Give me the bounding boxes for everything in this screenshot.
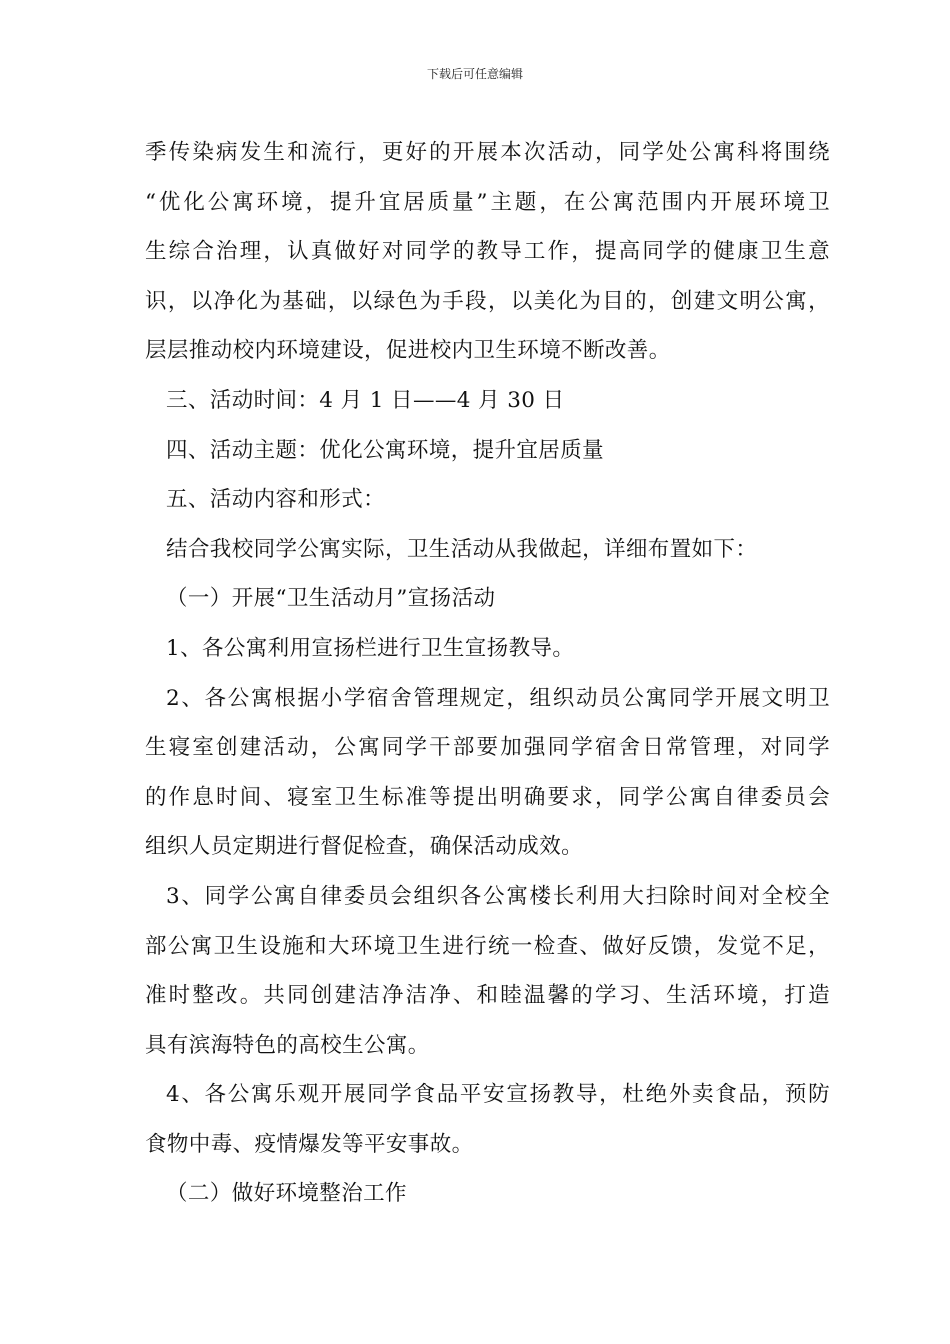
paragraph-line: “优化公寓环境，提升宜居质量”主题，在公寓范围内开展环境卫 [145, 189, 830, 215]
paragraph-line: 具有滨海特色的高校生公寓。 [145, 1032, 430, 1058]
subsection-heading: （二）做好环境整治工作 [166, 1181, 407, 1207]
paragraph-line: 结合我校同学公寓实际，卫生活动从我做起，详细布置如下： [166, 536, 758, 562]
paragraph-line: 识，以净化为基础，以绿色为手段，以美化为目的，创建文明公寓， [145, 288, 830, 314]
document-body [145, 128, 830, 1219]
paragraph-line: 生综合治理，认真做好对同学的教导工作，提高同学的健康卫生意 [145, 239, 830, 265]
page-header: 下载后可任意编辑 [426, 67, 523, 81]
list-item: 2、各公寓根据小学宿舍管理规定，组织动员公寓同学开展文明卫 [166, 685, 830, 711]
paragraph-line: 的作息时间、寝室卫生标准等提出明确要求，同学公寓自律委员会 [145, 784, 830, 810]
paragraph-line: 层层推动校内环境建设，促进校内卫生环境不断改善。 [145, 338, 671, 364]
paragraph-line: 准时整改。共同创建洁净洁净、和睦温馨的学习、生活环境，打造 [145, 983, 830, 1009]
list-item: 4、各公寓乐观开展同学食品平安宣扬教导，杜绝外卖食品，预防 [166, 1082, 830, 1108]
list-item: 3、同学公寓自律委员会组织各公寓楼长利用大扫除时间对全校全 [166, 883, 830, 909]
section-heading: 五、活动内容和形式： [166, 487, 386, 513]
paragraph-line: 生寝室创建活动，公寓同学干部要加强同学宿舍日常管理，对同学 [145, 735, 830, 761]
paragraph-line: 组织人员定期进行督促检查，确保活动成效。 [145, 834, 584, 860]
section-heading: 四、活动主题：优化公寓环境，提升宜居质量 [166, 437, 605, 463]
section-heading: 三、活动时间：4 月 1 日——4 月 30 日 [166, 387, 565, 413]
paragraph-line: 部公寓卫生设施和大环境卫生进行统一检查、做好反馈，发觉不足， [145, 933, 830, 959]
list-item: 1、各公寓利用宣扬栏进行卫生宣扬教导。 [166, 635, 575, 661]
paragraph-line: 季传染病发生和流行，更好的开展本次活动，同学处公寓科将围绕 [145, 140, 830, 165]
paragraph-line: 食物中毒、疫情爆发等平安事故。 [145, 1131, 474, 1157]
subsection-heading: （一）开展“卫生活动月”宣扬活动 [166, 586, 496, 612]
